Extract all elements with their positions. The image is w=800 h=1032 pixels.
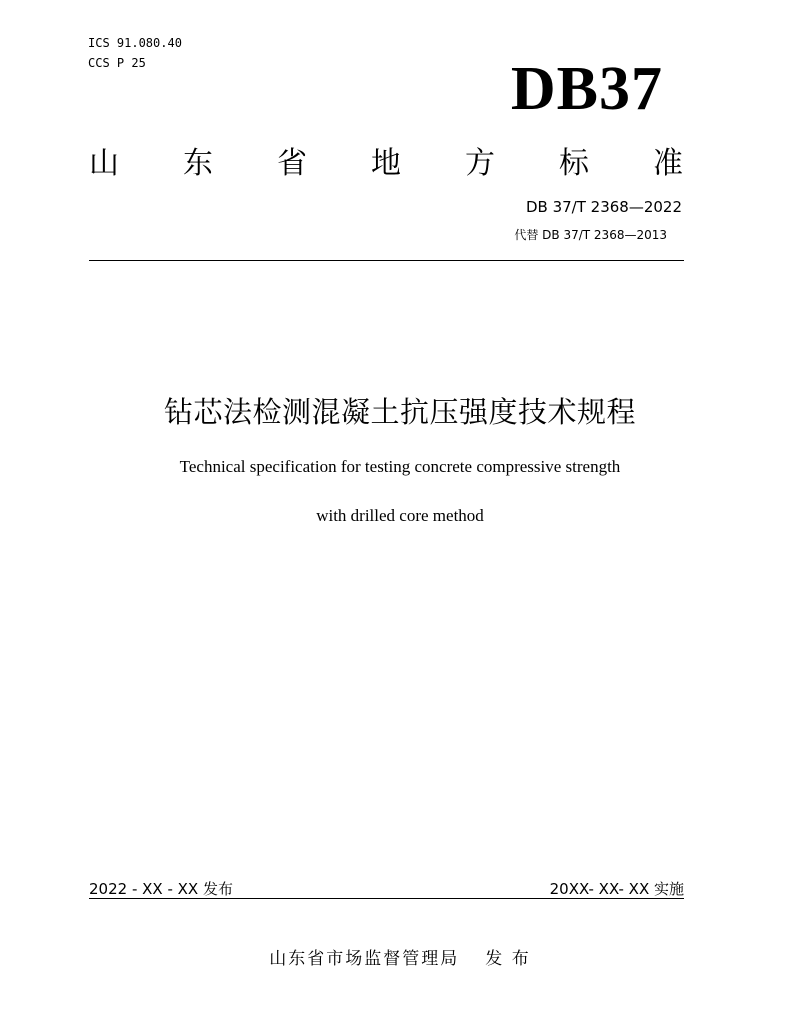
document-title-en-line1: Technical specification for testing concrete compressive strength bbox=[179, 457, 621, 476]
document-title-en-line2: with drilled core method bbox=[316, 506, 484, 525]
standard-type-char: 山 bbox=[89, 146, 119, 181]
authority-action: 发 布 bbox=[485, 949, 531, 969]
bottom-divider bbox=[89, 898, 684, 899]
standard-type-char: 标 bbox=[559, 146, 589, 181]
ccs-code: CCS P 25 bbox=[88, 56, 146, 70]
ics-code: ICS 91.080.40 bbox=[88, 36, 182, 50]
standard-type-char: 省 bbox=[277, 146, 307, 181]
issue-date: 2022 - XX - XX 发布 bbox=[89, 880, 233, 898]
standard-type-char: 地 bbox=[371, 146, 401, 181]
authority-name: 山东省市场监督管理局 bbox=[269, 949, 460, 969]
document-title-cn: 钻芯法检测混凝土抗压强度技术规程 bbox=[163, 395, 636, 429]
standard-type-char: 东 bbox=[183, 146, 213, 181]
top-divider bbox=[89, 260, 684, 261]
implementation-date: 20XX- XX- XX 实施 bbox=[549, 880, 684, 898]
replaces-note: 代替 DB 37/T 2368—2013 bbox=[514, 228, 667, 242]
standard-type-heading bbox=[89, 140, 683, 180]
standard-number: DB 37/T 2368—2022 bbox=[525, 198, 682, 216]
issuing-authority bbox=[0, 944, 800, 969]
standard-code-title: DB37 bbox=[510, 55, 663, 123]
standard-type-char: 方 bbox=[465, 146, 495, 181]
standard-type-char: 准 bbox=[653, 146, 683, 181]
